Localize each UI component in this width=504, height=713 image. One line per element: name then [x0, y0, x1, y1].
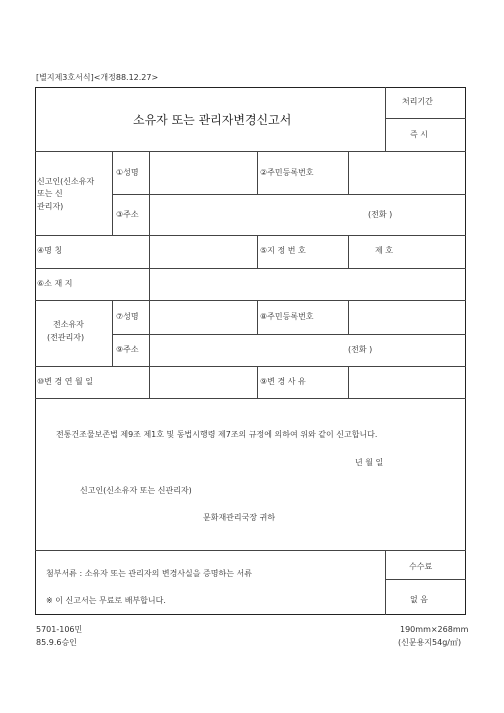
form-code: 5701-106민 [36, 625, 83, 634]
location-label: ⑥소 재 지 [37, 279, 73, 288]
declarant-id-label: ②주민등록번호 [260, 168, 314, 177]
row-line [35, 235, 466, 236]
designation-value: 제 호 [375, 246, 393, 255]
previous-owner-label: 전소유자 [53, 320, 84, 329]
approval-date: 85.9.6승인 [36, 638, 77, 647]
previous-id-label: ⑧주민등록번호 [260, 312, 314, 321]
declaration-date: 년 월 일 [355, 458, 384, 467]
declarant-label: 또는 신 [37, 189, 63, 198]
paper-type: (신문용지54g/㎡) [398, 638, 462, 647]
col-line [385, 550, 386, 615]
attachment-documents: 첨부서류 : 소유자 또는 관리자의 변경사실을 증명하는 서류 [46, 569, 252, 578]
col-line [348, 366, 349, 398]
form-number: [별지제3호서식]<개정88.12.27> [36, 73, 159, 82]
declaration-signer: 신고인(신소유자 또는 신관리자) [80, 486, 192, 495]
previous-address-label: ⑨주소 [116, 345, 139, 354]
declaration-statement: 전통건조물보존법 제9조 제1호 및 동법시행령 제7조의 규정에 의하여 위와 같이 신고합니다. [56, 430, 378, 439]
row-line [112, 194, 466, 195]
form-frame [35, 87, 466, 615]
col-line [112, 300, 113, 366]
row-line [35, 268, 466, 269]
row-line [35, 550, 466, 551]
fee-divider [385, 579, 466, 580]
row-line [35, 366, 466, 367]
declaration-addressee: 문화재관리국장 귀하 [203, 513, 276, 522]
row-line [112, 334, 466, 335]
declarant-address-label: ③주소 [116, 210, 139, 219]
row-line [35, 398, 466, 399]
building-name-label: ④명 칭 [37, 246, 63, 255]
col-line [348, 151, 349, 194]
designation-label: ⑤지 정 번 호 [260, 246, 306, 255]
col-line [112, 151, 113, 235]
declarant-label: 관리자) [37, 202, 64, 211]
form-title: 소유자 또는 관리자변경신고서 [133, 113, 292, 127]
fee-label: 수수료 [409, 562, 433, 571]
col-line [257, 300, 258, 334]
col-line [257, 235, 258, 268]
declarant-label: 신고인(신소유자 [37, 177, 95, 186]
previous-phone-label: (전화 ) [348, 345, 373, 354]
col-line [149, 235, 150, 268]
change-date-label: ⑩변 경 연 월 일 [37, 377, 93, 386]
declarant-name-label: ①성명 [116, 168, 139, 177]
processing-value: 즉 시 [410, 130, 428, 139]
processing-label: 처리기간 [402, 97, 433, 106]
col-line [149, 366, 150, 398]
col-line [348, 300, 349, 334]
fee-value: 없 음 [410, 595, 428, 604]
col-line [257, 151, 258, 194]
distribution-note: ※ 이 신고서는 무료로 배부합니다. [46, 596, 166, 605]
previous-owner-label: (전관리자) [47, 333, 85, 342]
processing-divider [385, 118, 466, 119]
change-reason-label: ⑨변 경 사 유 [260, 377, 306, 386]
title-divider [385, 87, 386, 151]
col-line [149, 151, 150, 235]
col-line [149, 268, 150, 300]
row-line [35, 300, 466, 301]
col-line [348, 235, 349, 268]
row-line [35, 151, 466, 152]
col-line [257, 366, 258, 398]
col-line [149, 300, 150, 366]
previous-name-label: ⑦성명 [116, 312, 139, 321]
declarant-phone-label: (전화 ) [368, 210, 393, 219]
paper-size: 190mm×268mm [400, 625, 469, 634]
